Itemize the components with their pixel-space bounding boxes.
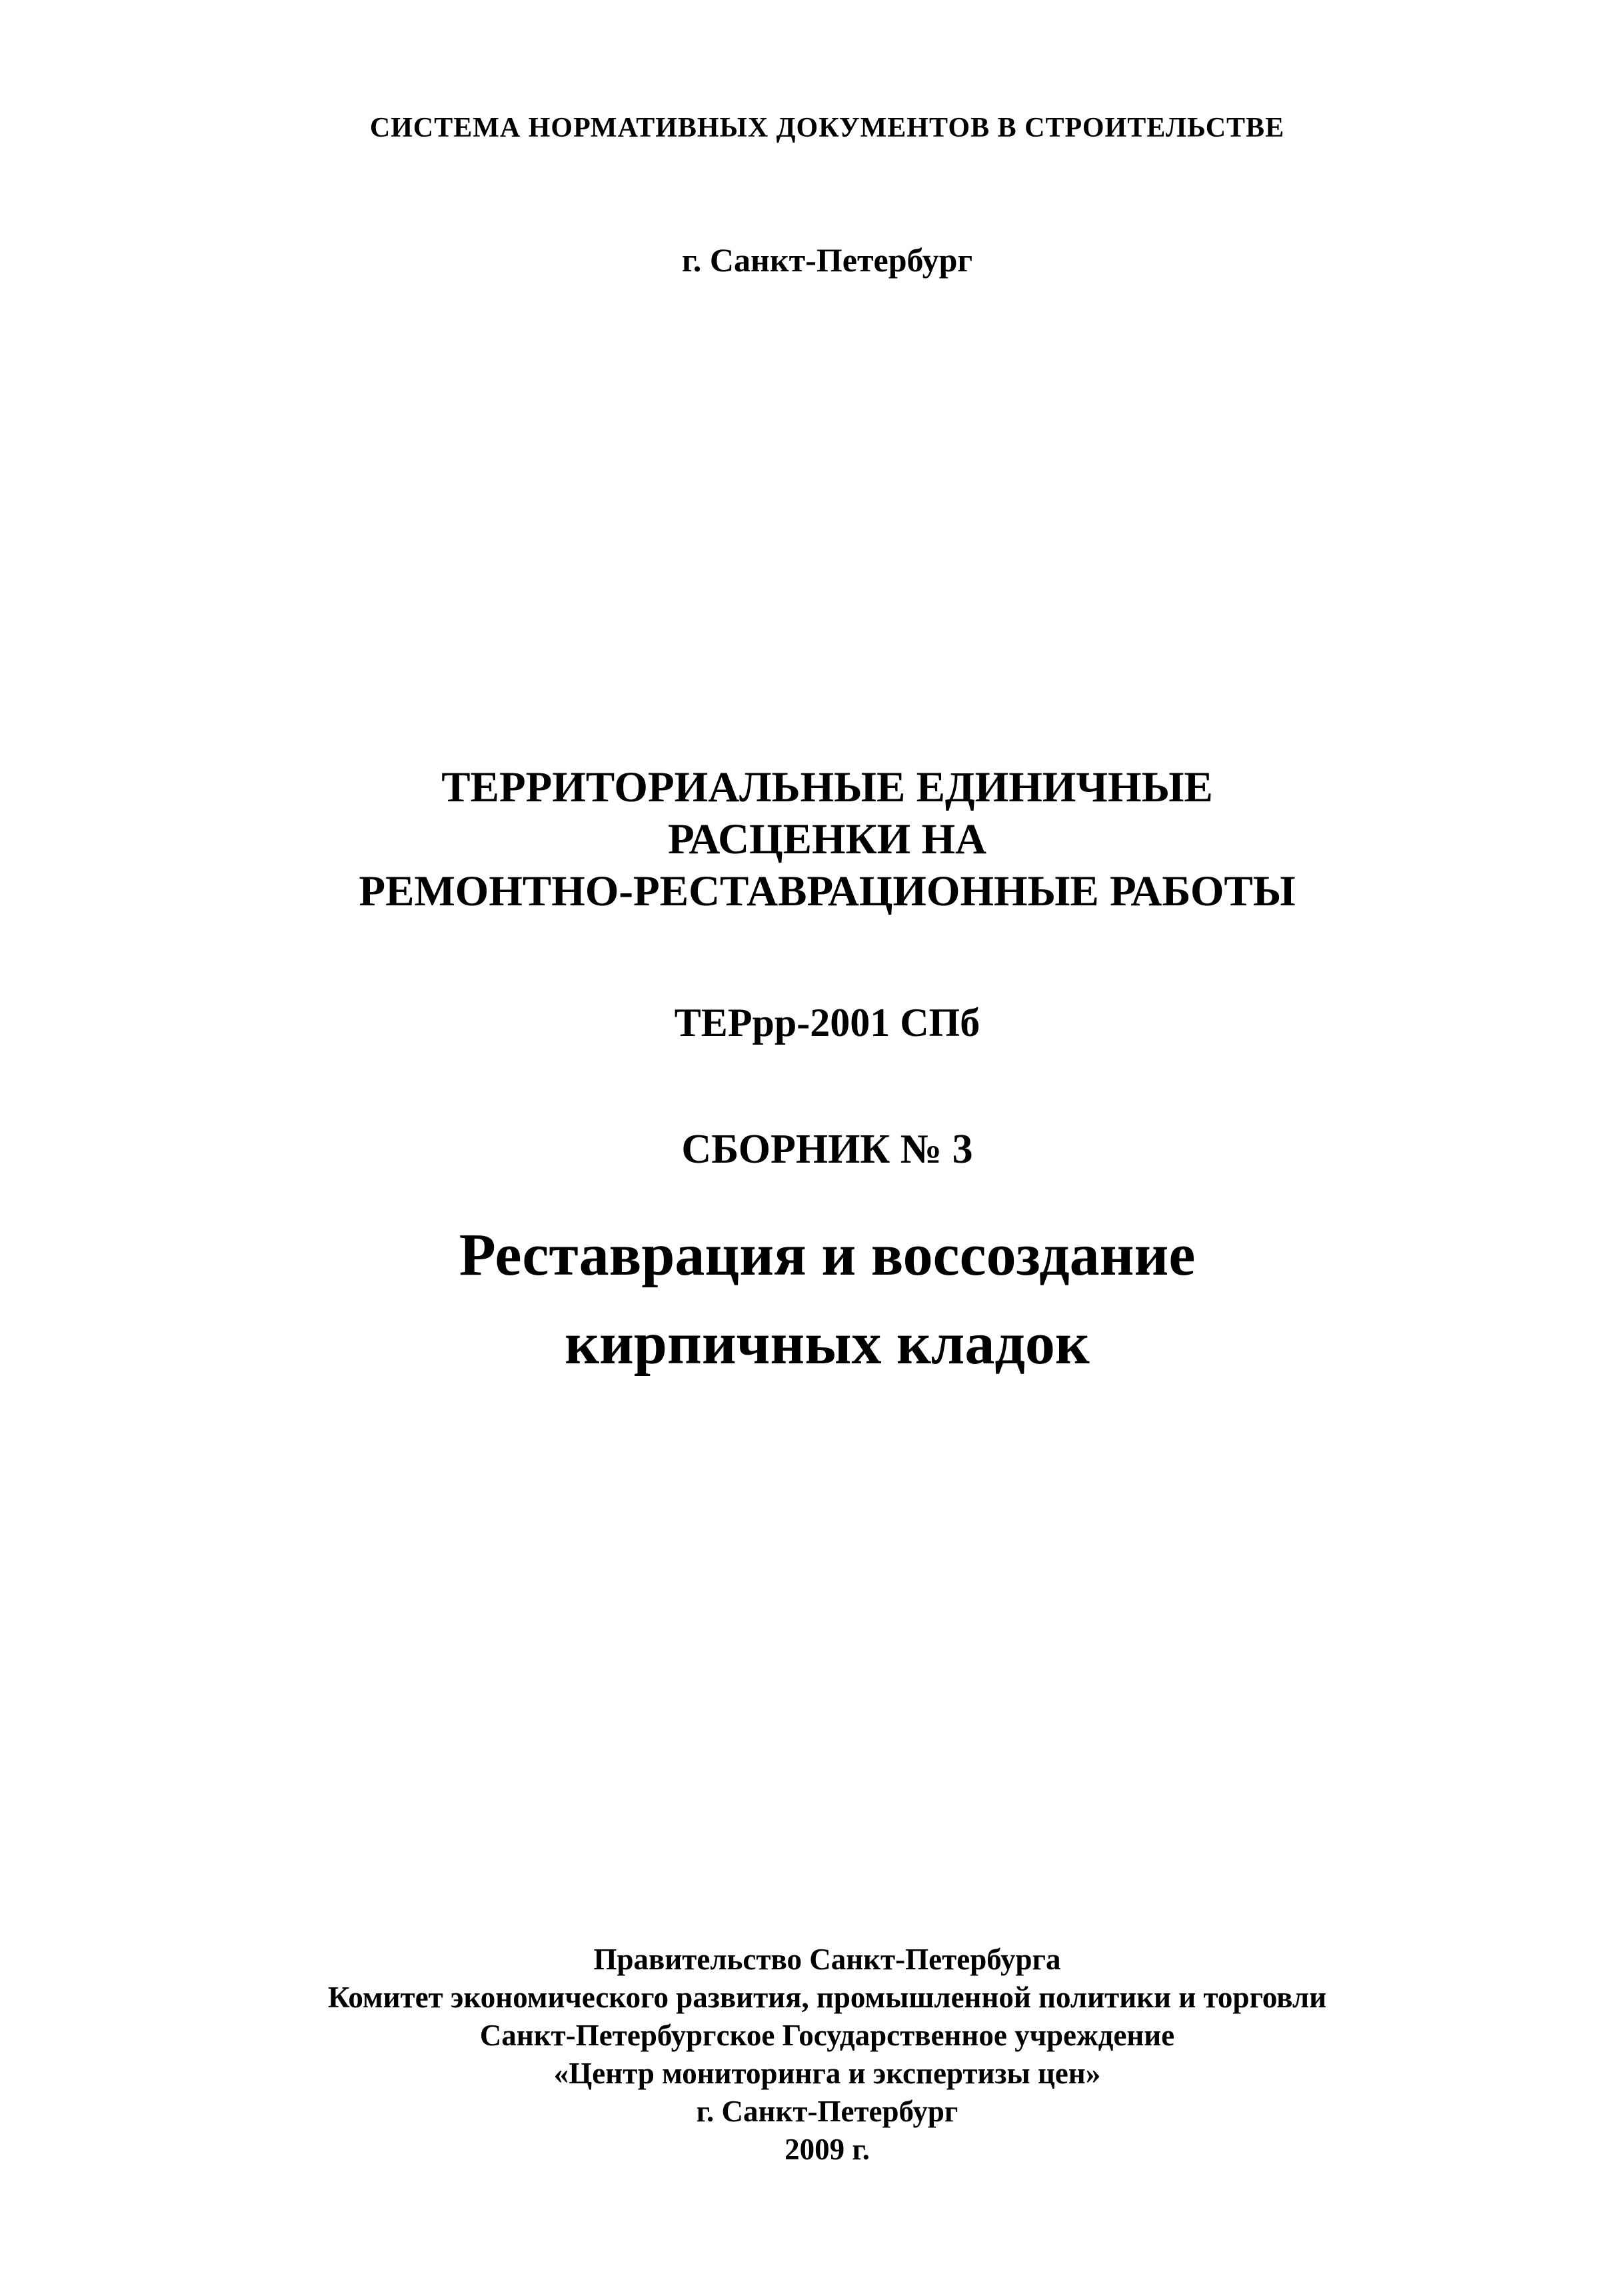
publisher-line-year: 2009 г. [785, 2133, 870, 2166]
main-title-line-1: ТЕРРИТОРИАЛЬНЫЕ ЕДИНИЧНЫЕ [441, 763, 1213, 811]
publisher-block [17, 1941, 1621, 2169]
subtitle-line-1: Реставрация и воссоздание [459, 1222, 1196, 1288]
main-title-line-2: РАСЦЕНКИ НА [668, 815, 986, 863]
publisher-line-city: г. Санкт-Петербург [696, 2095, 958, 2128]
publisher-line-institution: Санкт-Петербургское Государственное учреждение [479, 2019, 1175, 2052]
volume-number: СБОРНИК № 3 [681, 1127, 973, 1172]
publisher-line-center: «Центр мониторинга и экспертизы цен» [553, 2057, 1101, 2090]
subtitle-line-2: кирпичных кладок [565, 1311, 1090, 1377]
document-system-header: СИСТЕМА НОРМАТИВНЫХ ДОКУМЕНТОВ В СТРОИТЕЛЬСТВЕ [369, 113, 1285, 143]
city-line-top: г. Санкт-Петербург [681, 241, 973, 279]
collection-subtitle [17, 1211, 1621, 1388]
publisher-line-government: Правительство Санкт-Петербурга [593, 1943, 1061, 1976]
document-code: ТЕРрр-2001 СПб [674, 1001, 980, 1045]
main-title-line-3: РЕМОНТНО-РЕСТАВРАЦИОННЫЕ РАБОТЫ [359, 867, 1296, 915]
publisher-line-committee: Комитет экономического развития, промышленной политики и торговли [327, 1981, 1327, 2014]
main-title [17, 761, 1621, 917]
